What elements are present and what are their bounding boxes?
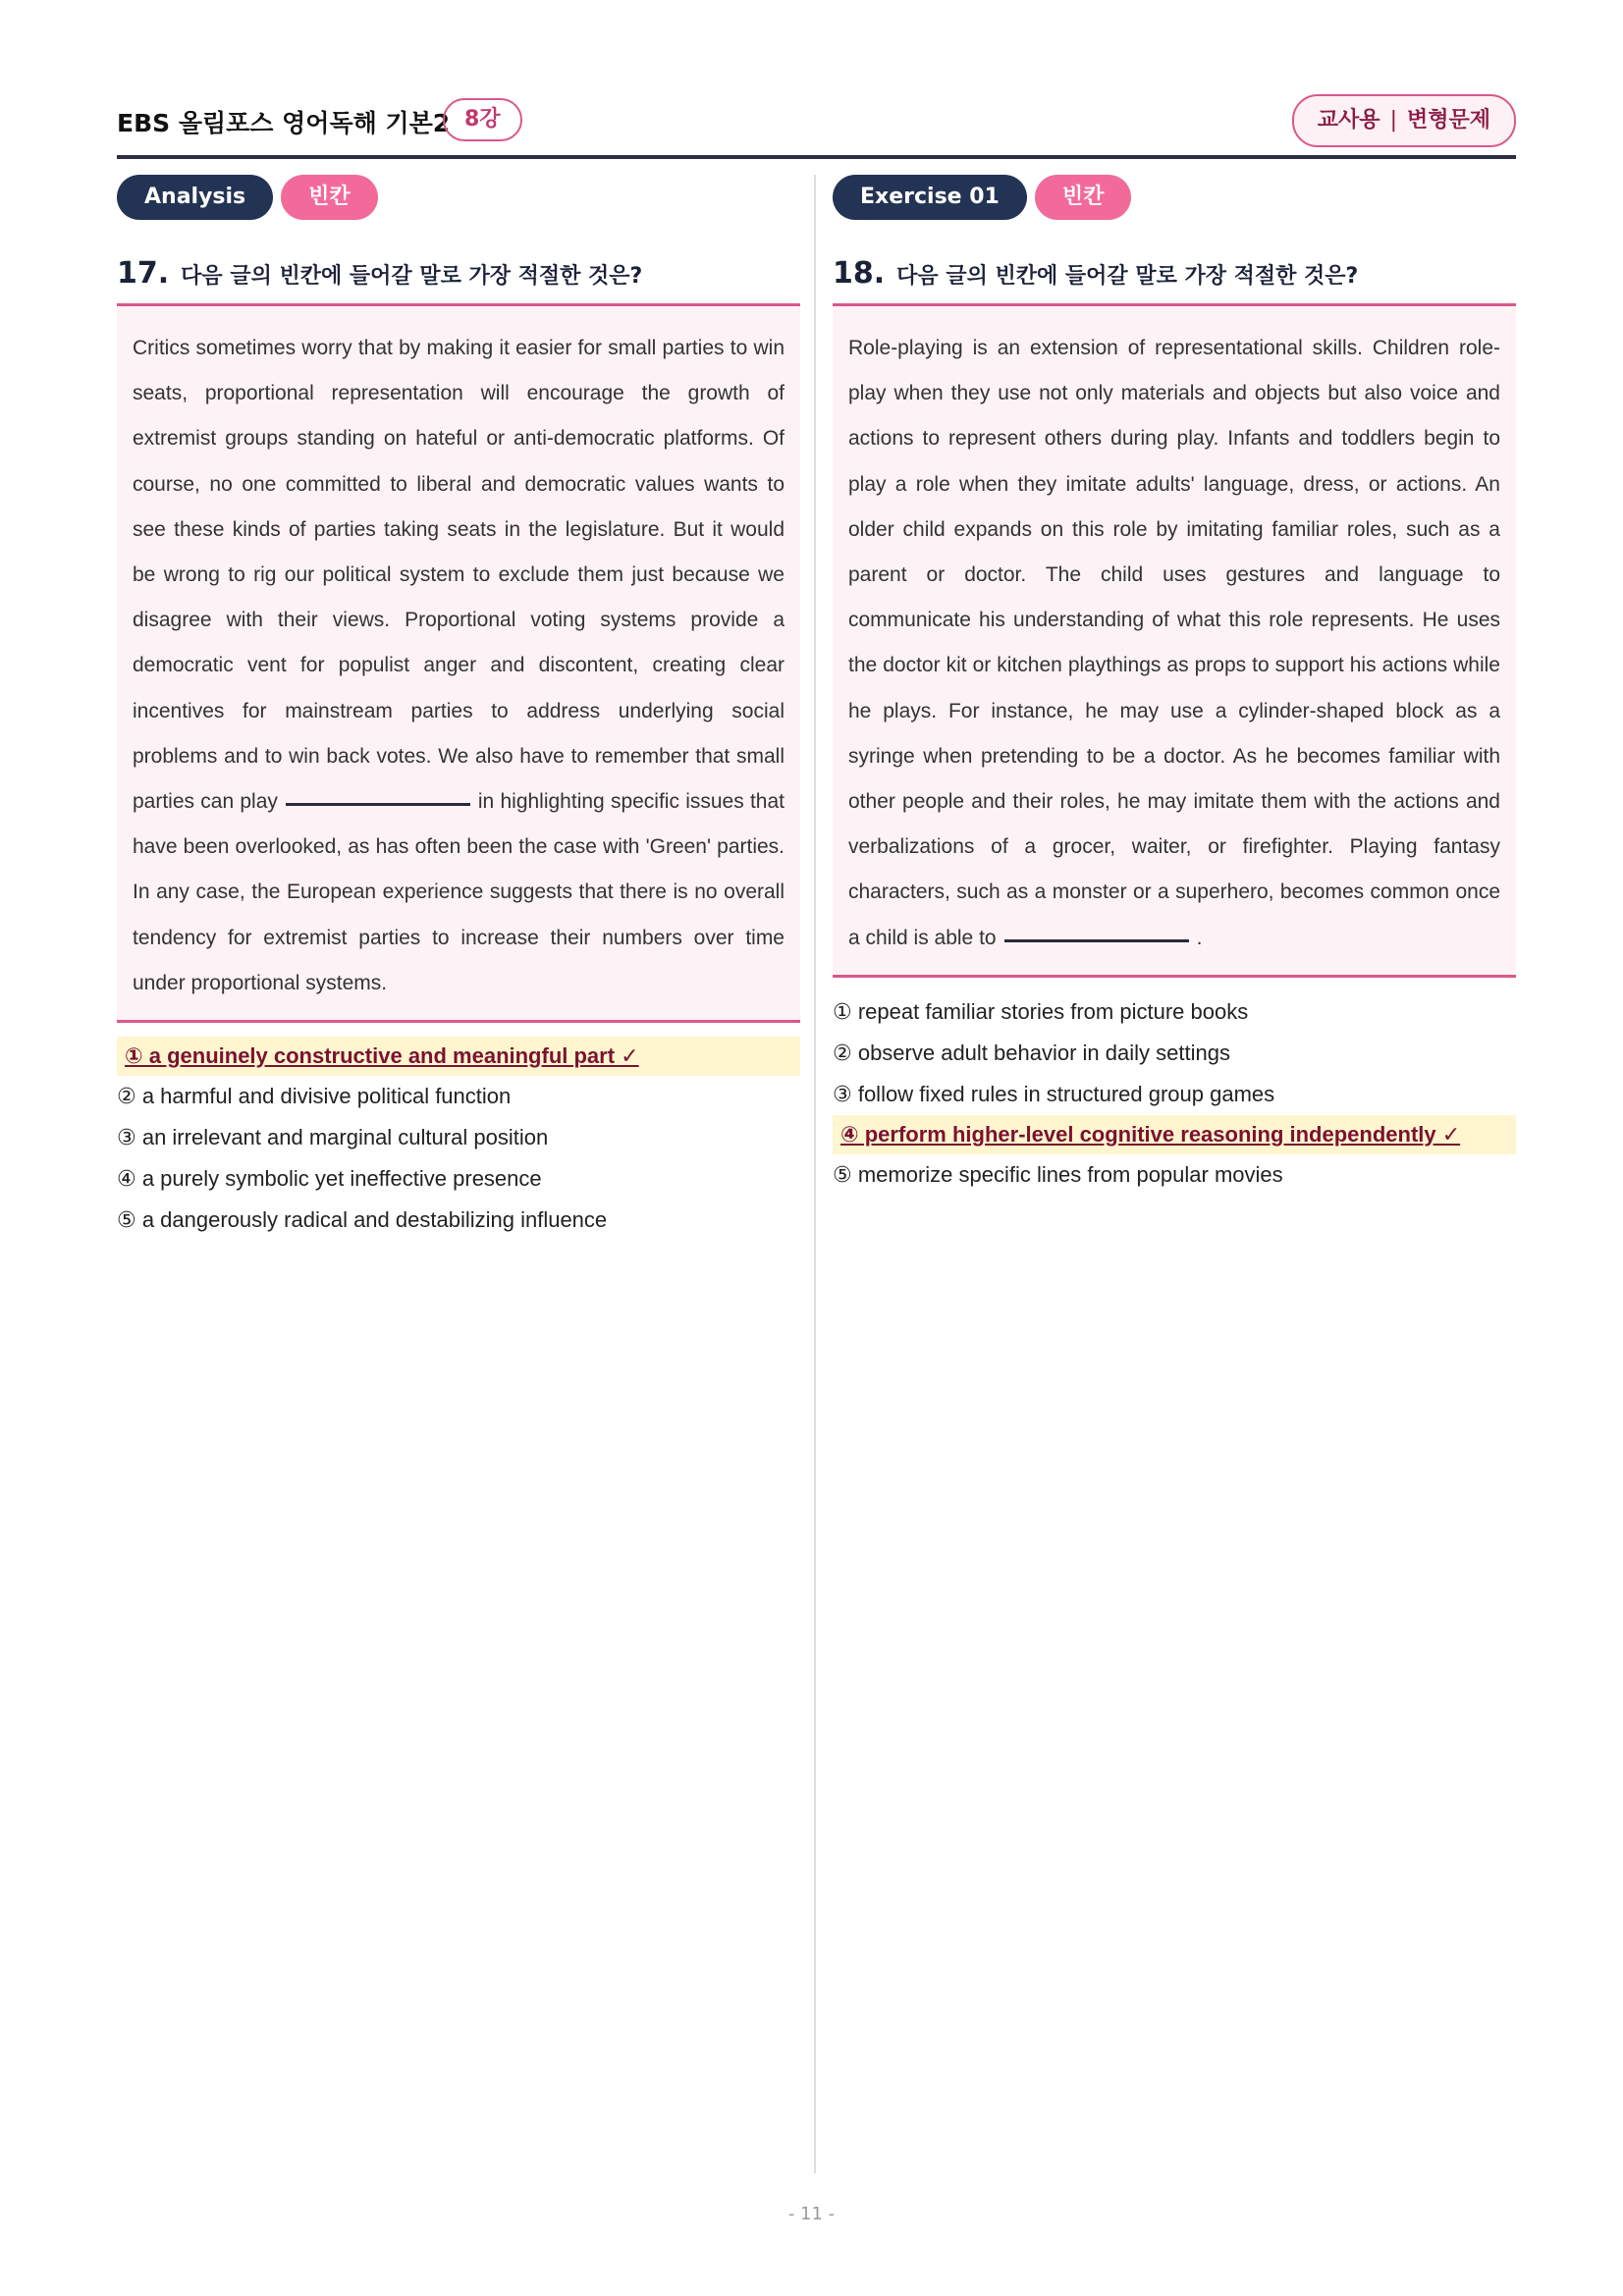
- question-17-title: [117, 256, 800, 290]
- question-prompt: 다음 글의 빈칸에 들어갈 말로 가장 적절한 것은?: [181, 264, 643, 289]
- edition-badge: [1292, 94, 1516, 147]
- lesson-badge: 8강: [443, 98, 522, 141]
- choice-1[interactable]: ① repeat familiar stories from picture books: [833, 998, 1249, 1024]
- question-number: 18.: [833, 256, 886, 291]
- edition-type: 변형문제: [1406, 108, 1490, 133]
- column-divider: [814, 175, 816, 2173]
- left-column: [117, 175, 800, 1256]
- choice-5[interactable]: ⑤ memorize specific lines from popular movies: [833, 1161, 1283, 1187]
- choice-5[interactable]: ⑤ a dangerously radical and destabilizing influence: [117, 1207, 608, 1233]
- choice-2[interactable]: ② a harmful and divisive political function: [117, 1084, 512, 1109]
- question-prompt: 다음 글의 빈칸에 들어갈 말로 가장 적절한 것은?: [896, 264, 1359, 289]
- choice-3[interactable]: ③ an irrelevant and marginal cultural position: [117, 1125, 549, 1150]
- passage-text: [848, 326, 1500, 961]
- passage-17: [117, 303, 800, 1023]
- choice-2[interactable]: ② observe adult behavior in daily settings: [833, 1040, 1230, 1065]
- page-header: [117, 94, 1516, 155]
- type-tag-blank: 빈칸: [281, 175, 378, 220]
- edition-separator: |: [1389, 108, 1397, 133]
- choice-4[interactable]: ④ a purely symbolic yet ineffective presence: [117, 1166, 542, 1192]
- passage-text: [133, 326, 784, 1006]
- choices-17: [117, 1037, 800, 1241]
- question-number: 17.: [117, 256, 170, 291]
- right-tags: [833, 175, 1516, 222]
- section-tag-exercise: Exercise 01: [833, 175, 1027, 220]
- choice-3[interactable]: ③ follow fixed rules in structured group games: [833, 1081, 1275, 1106]
- right-column: [833, 175, 1516, 1211]
- question-18-title: [833, 256, 1516, 290]
- edition-teacher: 교사용: [1317, 108, 1380, 133]
- passage-18: [833, 303, 1516, 978]
- left-tags: [117, 175, 800, 222]
- passage-after-blank: .: [1196, 926, 1203, 949]
- passage-after-blank: in highlighting specific issues that have been overlooked, as has often been the case with 'Green' parties. In any case, the European experience suggests that there is no overall tendency for extremist parties to increase their numbers over time under proportional systems.: [133, 790, 784, 994]
- header-rule: [117, 155, 1516, 159]
- passage-before-blank: Critics sometimes worry that by making it easier for small parties to win seats, proportional representation will encourage the growth of extremist groups standing on hateful or anti-democratic platforms. Of course, no one committed to liberal and democratic values wants to see these kinds of parties taking seats in the legislature. But it would be wrong to rig our political system to exclude them just because we disagree with their views. Proportional voting systems provide a democratic vent for populist anger and discontent, creating clear incentives for mainstream parties to address underlying social problems and to win back votes. We also have to remember that small parties can play: [133, 337, 784, 814]
- section-tag-analysis: Analysis: [117, 175, 273, 220]
- page-number: - 11 -: [787, 2204, 836, 2224]
- choices-18: [833, 991, 1516, 1196]
- book-title: EBS 올림포스 영어독해 기본2: [117, 109, 451, 137]
- blank-line: [1004, 939, 1189, 942]
- choice-1-answer[interactable]: ① a genuinely constructive and meaningful part ✓: [117, 1037, 800, 1076]
- blank-line: [286, 803, 470, 806]
- type-tag-blank: 빈칸: [1035, 175, 1132, 220]
- choice-4-answer[interactable]: ④ perform higher-level cognitive reasoning independently ✓: [833, 1115, 1516, 1154]
- passage-before-blank: Role-playing is an extension of representational skills. Children role-play when they use not only materials and objects but also voice and actions to represent others during play. Infants and toddlers begin to play a role when they imitate adults' language, dress, or actions. An older child expands on this role by imitating familiar roles, such as a parent or doctor. The child uses gestures and language to communicate his understanding of what this role represents. He uses the doctor kit or kitchen playthings as props to support his actions while he plays. For instance, he may use a cylinder-shaped block as a syringe when pretending to be a doctor. As he becomes familiar with other people and their roles, he may imitate them with the actions and verbalizations of a grocer, waiter, or firefighter. Playing fantasy characters, such as a monster or a superhero, becomes common once a child is able to: [848, 337, 1500, 949]
